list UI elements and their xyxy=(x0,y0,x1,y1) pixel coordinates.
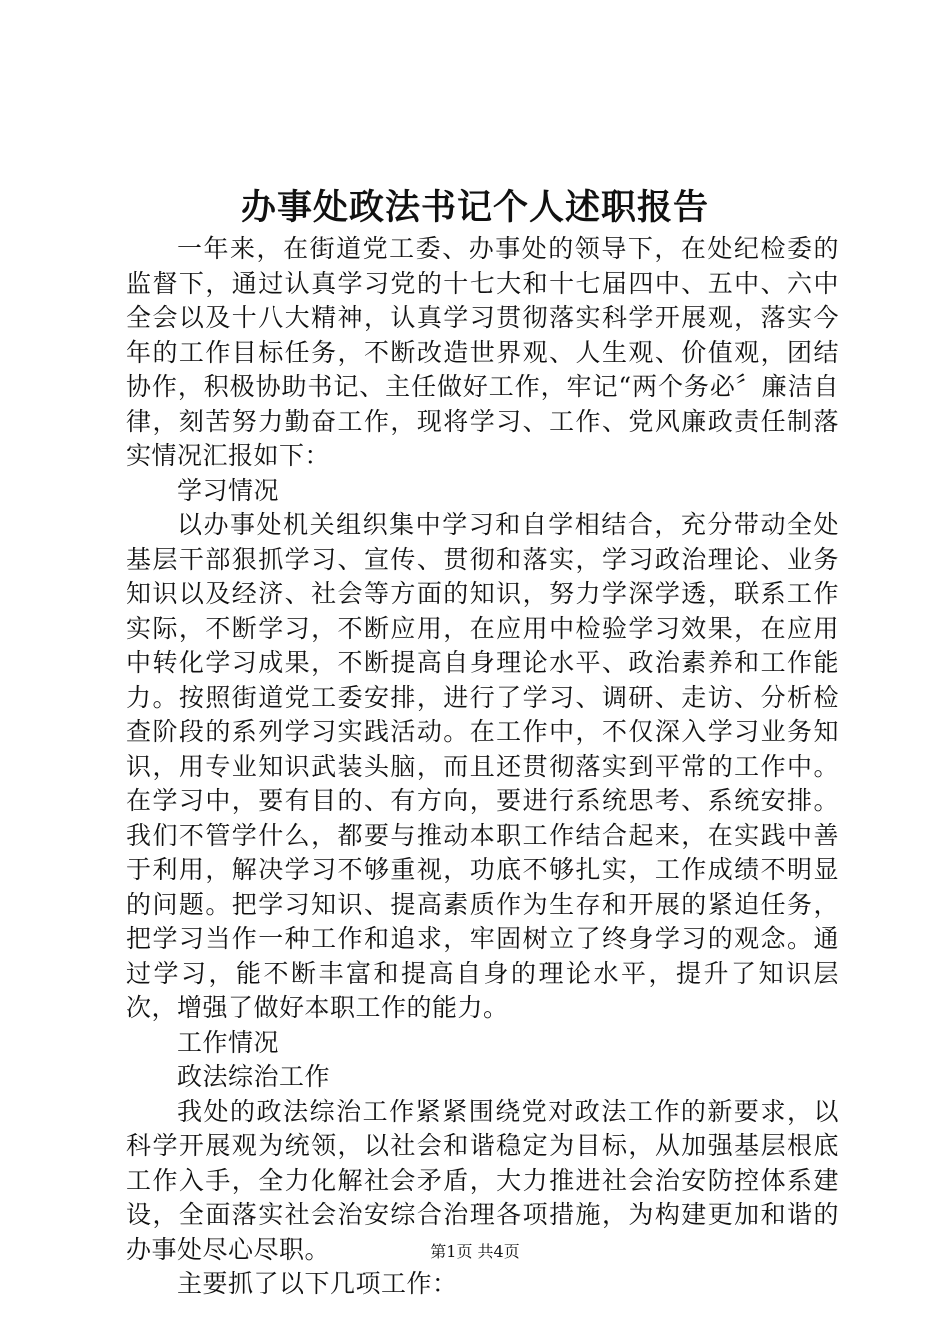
paragraph-study: 以办事处机关组织集中学习和自学相结合，充分带动全处基层干部狠抓学习、宣传、贯彻和落实，学习政治理论、业务知识以及经济、社会等方面的知识，努力学深学透，联系工作实际，不断学习，不断应用，在应用中检验学习效果，在应用中转化学习成果，不断提高自身理论水平、政治素养和工作能力。按照街道党工委安排，进行了学习、调研、走访、分析检查阶段的系列学习实践活动。在工作中，不仅深入学习业务知识，用专业知识武装头脑，而且还贯彻落实到平常的工作中。在学习中，要有目的、有方向，要进行系统思考、系统安排。我们不管学什么，都要与推动本职工作结合起来，在实践中善于利用，解决学习不够重视，功底不够扎实，工作成绩不明显的问题。把学习知识、提高素质作为生存和开展的紧迫任务，把学习当作一种工作和追求，牢固树立了终身学习的观念。通过学习，能不断丰富和提高自身的理论水平，提升了知识层次，增强了做好本职工作的能力。 xyxy=(126,510,839,1022)
page-number-footer: 第1页 共4页 xyxy=(430,1242,520,1261)
document-body xyxy=(126,232,839,1302)
section-heading-study: 学习情况 xyxy=(177,475,280,505)
paragraph-intro: 一年来，在街道党工委、办事处的领导下，在处纪检委的监督下，通过认真学习党的十七大和十七届四中、五中、六中全会以及十八大精神，认真学习贯彻落实科学开展观，落实今年的工作目标任务，不断改造世界观、人生观、价值观，团结协作，积极协助书记、主任做好工作，牢记“两个务必〞廉洁自律，刻苦努力勤奋工作，现将学习、工作、党风廉政责任制落实情况汇报如下： xyxy=(126,234,839,470)
paragraph-political-legal: 我处的政法综治工作紧紧围绕党对政法工作的新要求，以科学开展观为统领，以社会和谐稳定为目标，从加强基层根底工作入手，全力化解社会矛盾，大力推进社会治安防控体系建设，全面落实社会治安综合治理各项措施，为构建更加和谐的办事处尽心尽职。 xyxy=(126,1096,839,1264)
section-heading-work: 工作情况 xyxy=(177,1027,280,1057)
subsection-heading-political-legal: 政法综治工作 xyxy=(177,1062,331,1091)
paragraph-main-tasks: 主要抓了以下几项工作： xyxy=(177,1269,458,1298)
document-title: 办事处政法书记个人述职报告 xyxy=(240,187,709,228)
